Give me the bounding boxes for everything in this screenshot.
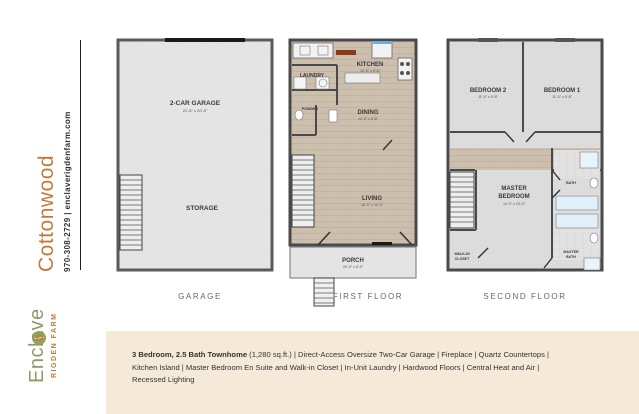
kitchen-label: KITCHEN — [356, 62, 384, 68]
living-dims: 16'-0" x 14'-0" — [360, 203, 384, 207]
dining-label: DINING — [357, 110, 379, 116]
description-features: | Direct-Access Oversize Two-Car Garage | Fireplace | Quartz Countertops | Kitchen Island | Master Bedroom En Suite and Walk-in Closet | In-Unit Laundry | Hardwood Floors | Central Heat and Air | Recessed Lighting — [132, 350, 549, 384]
bedroom2-label: BEDROOM 2 — [469, 88, 507, 94]
toilet-icon-master — [590, 233, 598, 243]
phone-number: 970-308-2729 — [63, 217, 72, 272]
walkin-closet-label-2: CLOSET — [454, 257, 470, 261]
porch-dims: 20'-0" x 6'-0" — [342, 265, 364, 269]
bedroom1-dims: 11'-0" x 9'-8" — [552, 95, 572, 99]
garage-plan — [118, 38, 272, 270]
second-floor-plan — [448, 38, 602, 270]
section-label-first-floor: FIRST FLOOR — [332, 292, 404, 301]
description-panel — [106, 331, 639, 414]
description-text — [132, 349, 572, 387]
garage-label: 2-CAR GARAGE — [169, 100, 221, 107]
garage-stairs — [120, 175, 142, 250]
bathtub-icon — [556, 196, 598, 210]
kitchen-dims: 12'-0" x 9'-6" — [359, 69, 381, 73]
master-bedroom-label: MASTER — [501, 186, 527, 192]
bedroom1-label: BEDROOM 1 — [543, 88, 581, 94]
garage-door — [165, 38, 245, 42]
master-bath-label-2: BATH — [566, 255, 576, 259]
master-bedroom-label-2: BEDROOM — [498, 194, 530, 200]
walkin-closet-label: WALK-IN — [454, 252, 470, 256]
master-bedroom-dims: 14'-0" x 15'-0" — [502, 202, 526, 206]
porch-label: PORCH — [342, 258, 364, 264]
sink-icon-hall — [580, 152, 598, 168]
laundry-label: LAUNDRY — [299, 73, 325, 79]
website: enclaverigdenfarm.com — [63, 111, 72, 210]
front-door — [372, 242, 392, 245]
kitchen-island — [345, 73, 380, 83]
dining-dims: 12'-0" x 8'-6" — [357, 117, 379, 121]
storage-label: STORAGE — [185, 205, 219, 212]
living-label: LIVING — [361, 196, 383, 202]
toilet-icon — [295, 110, 303, 120]
kitchen-counter — [293, 43, 333, 58]
bath-label: BATH — [566, 181, 576, 185]
fridge-icon — [372, 43, 392, 58]
first-floor-stairs — [292, 155, 314, 227]
range-icon — [398, 58, 412, 80]
toilet-icon-hall — [590, 178, 598, 188]
second-floor-stairs — [450, 172, 474, 228]
brand-subname: RIGDEN FARM — [51, 312, 58, 378]
description-headline: 3 Bedroom, 2.5 Bath Townhome — [132, 350, 248, 359]
description-sqft: (1,280 sq.ft.) — [249, 350, 292, 359]
vanity-icon — [584, 258, 600, 270]
garage-dims: 21'-6" x 20'-5" — [182, 108, 208, 113]
window — [478, 38, 498, 42]
powder-label: POWDER — [301, 107, 319, 111]
bedroom2-dims: 11'-0" x 9'-8" — [478, 95, 498, 99]
contact-separator: | — [63, 212, 72, 215]
section-label-second-floor: SECOND FLOOR — [483, 292, 567, 301]
model-name: Cottonwood — [35, 154, 58, 272]
fireplace — [336, 50, 356, 55]
master-bath-label: MASTER — [563, 250, 579, 254]
section-label-garage: GARAGE — [178, 292, 222, 301]
first-floor-plan — [290, 40, 416, 306]
shower-icon — [556, 214, 598, 228]
brand-name: Enclave — [26, 308, 48, 383]
